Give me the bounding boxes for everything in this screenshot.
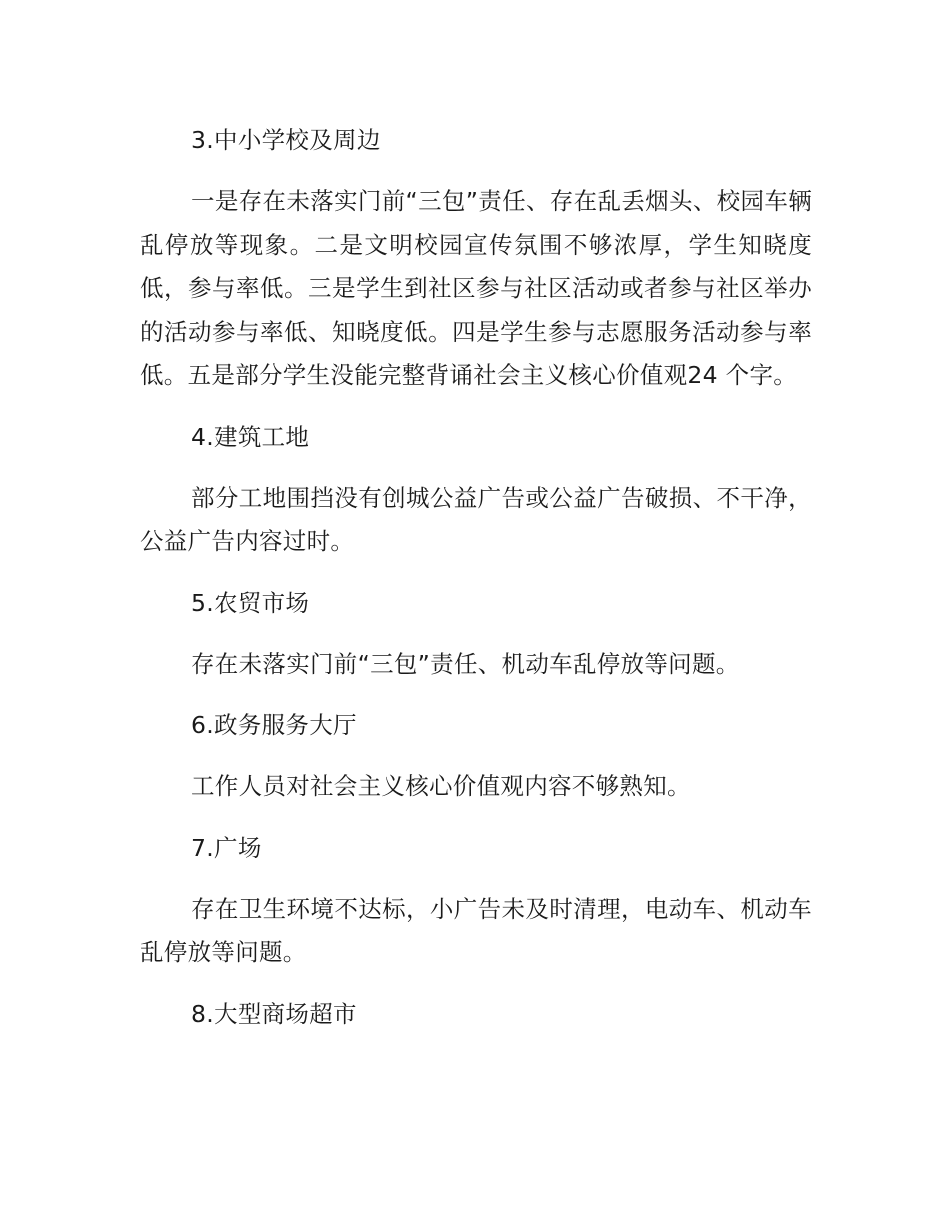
section-body-farmers-market: 存在未落实门前“三包”责任、机动车乱停放等问题。 — [191, 649, 740, 678]
section-heading-schools: 3.中小学校及周边 — [191, 126, 381, 154]
section-heading-government-hall: 6.政务服务大厅 — [191, 711, 357, 739]
section-heading-shopping-malls: 8.大型商场超市 — [191, 999, 357, 1028]
section-body-government-hall: 工作人员对社会主义核心价值观内容不够熟知。 — [191, 772, 691, 800]
section-heading-construction-sites: 4.建筑工地 — [191, 422, 310, 451]
document-body — [140, 118, 812, 1036]
section-body-schools: 一是存在未落实门前“三包”责任、存在乱丢烟头、校园车辆乱停放等现象。二是文明校园宣传氛围不够浓厚，学生知晓度低，参与率低。三是学生到社区参与社区活动或者参与社区举办的活动参与率低、知晓度低。四是学生参与志愿服务活动参与率低。五是部分学生没能完整背诵社会主义核心价值观24 个字。 — [140, 187, 812, 389]
section-body-square: 存在卫生环境不达标，小广告未及时清理，电动车、机动车乱停放等问题。 — [140, 894, 812, 966]
section-heading-farmers-market: 5.农贸市场 — [191, 588, 310, 617]
section-body-construction-sites: 部分工地围挡没有创城公益广告或公益广告破损、不干净，公益广告内容过时。 — [140, 483, 812, 555]
section-heading-square: 7.广场 — [191, 833, 262, 862]
